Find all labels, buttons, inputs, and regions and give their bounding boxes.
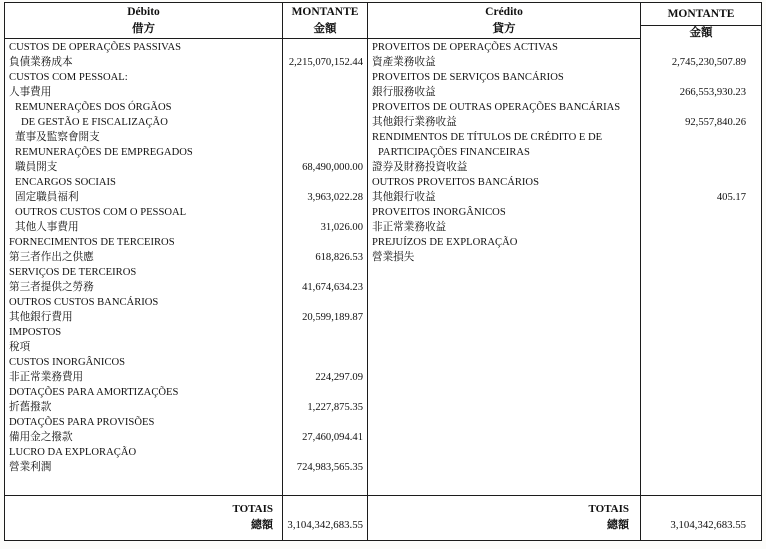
credit-item-label: OUTROS PROVEITOS BANCÁRIOS — [372, 177, 539, 188]
debit-item-label: IMPOSTOS — [9, 327, 62, 338]
debit-item-amount: 27,460,094.41 — [302, 432, 363, 443]
credit-desc-column — [368, 39, 641, 475]
debit-item-amount — [283, 295, 367, 310]
header-credit-amount — [641, 3, 761, 39]
debit-item-amount — [283, 100, 367, 115]
credit-item-label — [368, 355, 640, 370]
totals-credit-amount-cell — [641, 495, 761, 540]
credit-item-amount — [641, 175, 761, 190]
debit-item-amount: 1,227,875.35 — [307, 402, 363, 413]
credit-item-amount: 405.17 — [716, 192, 746, 203]
debit-item-amount: 41,674,634.23 — [302, 282, 363, 293]
credit-item-amount — [641, 220, 761, 235]
credit-item-amount — [641, 445, 761, 460]
debit-item-label: 固定職員福利 — [15, 192, 79, 203]
debit-item-label: 其他人事費用 — [15, 222, 79, 233]
debit-item-amount — [283, 70, 367, 85]
debit-item-label: DOTAÇÕES PARA AMORTIZAÇÕES — [9, 387, 179, 398]
header-debit-label-pt: Débito — [127, 6, 160, 18]
credit-item-amount — [641, 340, 761, 355]
debit-item-amount — [283, 325, 367, 340]
debit-item-amount — [283, 445, 367, 460]
credit-item-label: 銀行服務收益 — [372, 87, 436, 98]
header-credit-label-pt: Crédito — [485, 6, 523, 18]
totals-debit-label-cell — [5, 495, 283, 540]
debit-item-amount: 224,297.09 — [315, 372, 363, 383]
credit-item-label: 營業損失 — [372, 252, 415, 263]
credit-item-label — [368, 400, 640, 415]
debit-item-amount — [283, 265, 367, 280]
profit-loss-table — [4, 2, 762, 541]
debit-item-amount — [283, 40, 367, 55]
debit-item-label: 備用金之撥款 — [9, 432, 73, 443]
credit-item-label — [368, 265, 640, 280]
debit-item-label: LUCRO DA EXPLORAÇÃO — [9, 447, 137, 458]
debit-item-label: 職員開支 — [15, 162, 58, 173]
totals-debit-amount: 3,104,342,683.55 — [287, 519, 363, 531]
totals-credit-label-zh: 總額 — [607, 519, 629, 531]
spacer-credit-desc — [368, 475, 641, 495]
header-debit-amount — [283, 3, 368, 39]
debit-item-label: OUTROS CUSTOS COM O PESSOAL — [15, 207, 187, 218]
credit-item-amount — [641, 460, 761, 475]
debit-item-amount — [283, 145, 367, 160]
credit-item-amount — [641, 265, 761, 280]
debit-amount-lines — [283, 39, 367, 475]
credit-item-amount — [641, 370, 761, 385]
debit-item-label: CUSTOS DE OPERAÇÕES PASSIVAS — [9, 42, 182, 53]
debit-item-amount — [283, 340, 367, 355]
credit-item-label — [368, 325, 640, 340]
credit-item-label: 證券及財務投資收益 — [372, 162, 468, 173]
debit-item-amount — [283, 85, 367, 100]
debit-item-amount — [283, 130, 367, 145]
credit-item-label: PROVEITOS DE OPERAÇÕES ACTIVAS — [372, 42, 558, 53]
debit-item-label: DOTAÇÕES PARA PROVISÕES — [9, 417, 155, 428]
credit-item-label: PROVEITOS DE SERVIÇOS BANCÁRIOS — [372, 72, 564, 83]
debit-item-label: 人事費用 — [9, 87, 52, 98]
debit-item-label: REMUNERAÇÕES DOS ÓRGÃOS — [15, 102, 172, 113]
credit-item-amount — [641, 130, 761, 145]
debit-item-label: 其他銀行費用 — [9, 312, 73, 323]
header-debit-amount-label-pt: MONTANTE — [291, 6, 359, 18]
debit-item-label: REMUNERAÇÕES DE EMPREGADOS — [15, 147, 193, 158]
credit-item-amount: 92,557,840.26 — [685, 117, 746, 128]
credit-item-label — [368, 430, 640, 445]
debit-desc-lines — [5, 39, 282, 475]
debit-item-amount: 2,215,070,152.44 — [288, 57, 363, 68]
credit-item-amount — [641, 325, 761, 340]
debit-item-amount — [283, 235, 367, 250]
debit-desc-column — [5, 39, 283, 475]
credit-item-amount — [641, 280, 761, 295]
credit-item-label — [368, 385, 640, 400]
credit-item-label — [368, 295, 640, 310]
credit-item-amount — [641, 250, 761, 265]
spacer-debit-amount — [283, 475, 368, 495]
header-credit-amount-label-pt: MONTANTE — [641, 3, 761, 26]
debit-item-label: 負債業務成本 — [9, 57, 73, 68]
credit-amount-lines — [641, 39, 761, 475]
debit-item-label: CUSTOS INORGÂNICOS — [9, 357, 126, 368]
spacer-debit-desc — [5, 475, 283, 495]
credit-item-amount — [641, 295, 761, 310]
totals-debit-amount-cell — [283, 495, 368, 540]
credit-item-label: 非正常業務收益 — [372, 222, 447, 233]
credit-item-label — [368, 460, 640, 475]
credit-item-amount — [641, 145, 761, 160]
credit-item-amount — [641, 160, 761, 175]
totals-credit-label-cell — [368, 495, 641, 540]
totals-credit-label-pt: TOTAIS — [588, 503, 629, 515]
credit-item-label — [368, 280, 640, 295]
credit-item-amount — [641, 385, 761, 400]
debit-item-amount: 724,983,565.35 — [296, 462, 363, 473]
debit-item-amount: 31,026.00 — [320, 222, 363, 233]
credit-item-label — [368, 370, 640, 385]
debit-item-label: 董事及監察會開支 — [15, 132, 100, 143]
credit-item-label — [368, 415, 640, 430]
credit-item-amount — [641, 40, 761, 55]
credit-item-amount — [641, 355, 761, 370]
debit-item-label: 稅項 — [9, 342, 31, 353]
debit-item-label: 非正常業務費用 — [9, 372, 84, 383]
credit-amount-column — [641, 39, 761, 475]
credit-item-label: 其他銀行業務收益 — [372, 117, 457, 128]
credit-item-amount — [641, 235, 761, 250]
credit-item-label: PREJUÍZOS DE EXPLORAÇÃO — [372, 237, 518, 248]
debit-item-label: ENCARGOS SOCIAIS — [15, 177, 116, 188]
debit-item-label: 折舊撥款 — [9, 402, 52, 413]
credit-item-amount — [641, 400, 761, 415]
debit-item-amount — [283, 205, 367, 220]
credit-item-amount — [641, 70, 761, 85]
credit-item-amount — [641, 100, 761, 115]
debit-item-amount: 20,599,189.87 — [302, 312, 363, 323]
credit-item-label: PROVEITOS INORGÂNICOS — [372, 207, 506, 218]
credit-item-label — [368, 445, 640, 460]
debit-amount-column — [283, 39, 368, 475]
credit-item-label: 資產業務收益 — [372, 57, 436, 68]
header-debit-label-zh: 借方 — [132, 23, 155, 35]
totals-debit-label-pt: TOTAIS — [232, 503, 273, 515]
debit-item-amount — [283, 385, 367, 400]
totals-credit-amount: 3,104,342,683.55 — [670, 519, 746, 531]
credit-item-label: PROVEITOS DE OUTRAS OPERAÇÕES BANCÁRIAS — [372, 102, 621, 113]
credit-item-label: 其他銀行收益 — [372, 192, 436, 203]
debit-item-amount: 618,826.53 — [315, 252, 363, 263]
debit-item-label: DE GESTÃO E FISCALIZAÇÃO — [21, 117, 168, 128]
header-credit — [368, 3, 641, 39]
credit-item-amount: 266,553,930.23 — [679, 87, 746, 98]
debit-item-label: OUTROS CUSTOS BANCÁRIOS — [9, 297, 159, 308]
debit-item-amount: 3,963,022.28 — [307, 192, 363, 203]
debit-item-amount — [283, 175, 367, 190]
credit-item-amount — [641, 205, 761, 220]
debit-item-amount — [283, 115, 367, 130]
debit-item-label: 第三者提供之勞務 — [9, 282, 94, 293]
debit-item-label: CUSTOS COM PESSOAL: — [9, 72, 128, 83]
credit-item-amount — [641, 310, 761, 325]
header-credit-label-zh: 貸方 — [492, 23, 516, 35]
header-credit-amount-label-zh: 金額 — [689, 27, 713, 39]
spacer-credit-amount — [641, 475, 761, 495]
debit-item-label: 營業利潤 — [9, 462, 52, 473]
credit-item-label — [368, 340, 640, 355]
credit-item-label: PARTICIPAÇÕES FINANCEIRAS — [378, 147, 530, 158]
credit-item-label — [368, 310, 640, 325]
debit-item-label: FORNECIMENTOS DE TERCEIROS — [9, 237, 175, 248]
debit-item-label: SERVIÇOS DE TERCEIROS — [9, 267, 137, 278]
credit-item-label: RENDIMENTOS DE TÍTULOS DE CRÉDITO E DE — [372, 132, 603, 143]
debit-item-label: 第三者作出之供應 — [9, 252, 94, 263]
credit-desc-lines — [368, 39, 640, 475]
credit-item-amount — [641, 430, 761, 445]
totals-debit-label-zh: 總額 — [251, 519, 273, 531]
debit-item-amount — [283, 415, 367, 430]
debit-item-amount: 68,490,000.00 — [302, 162, 363, 173]
credit-item-amount: 2,745,230,507.89 — [671, 57, 746, 68]
header-debit — [5, 3, 283, 39]
header-debit-amount-label-zh: 金額 — [313, 23, 337, 35]
debit-item-amount — [283, 355, 367, 370]
credit-item-amount — [641, 415, 761, 430]
